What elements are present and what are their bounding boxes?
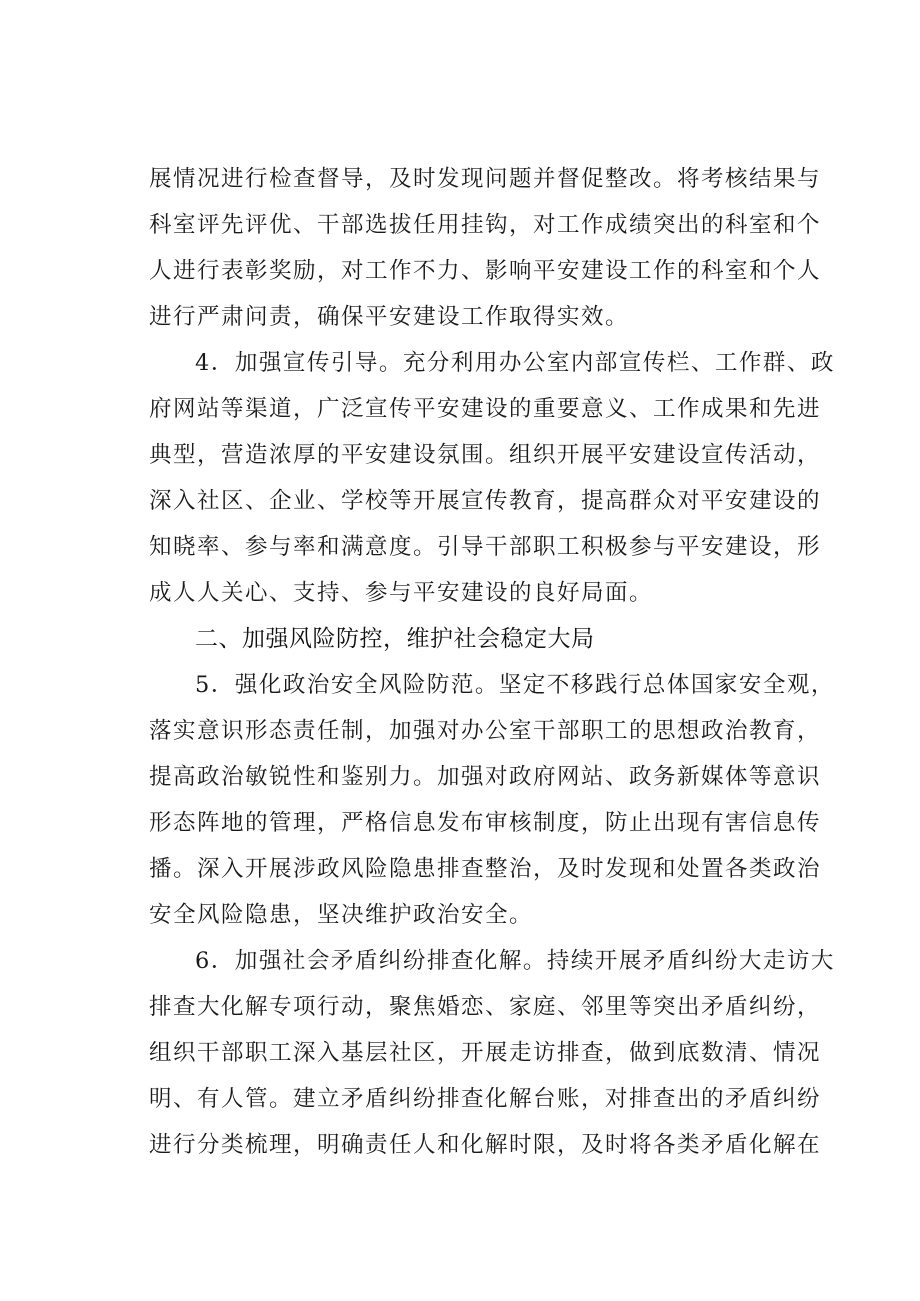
text-line: 组织干部职工深入基层社区，开展走访排查，做到底数清、情况 — [149, 1040, 822, 1066]
section-heading: 二、加强风险防控，维护社会稳定大局 — [195, 626, 595, 652]
document-body — [149, 156, 835, 1168]
text-line: 排查大化解专项行动，聚焦婚恋、家庭、邻里等突出矛盾纠纷， — [149, 994, 822, 1020]
text-line: 人进行表彰奖励，对工作不力、影响平安建设工作的科室和个人 — [149, 258, 822, 284]
paragraph-4-first-line: 4．加强宣传引导。充分利用办公室内部宣传栏、工作群、政 — [195, 350, 835, 376]
text-line: 明、有人管。建立矛盾纠纷排查化解台账，对排查出的矛盾纠纷 — [149, 1086, 822, 1112]
text-line: 深入社区、企业、学校等开展宣传教育，提高群众对平安建设的 — [149, 488, 822, 514]
text-line: 形态阵地的管理，严格信息发布审核制度，防止出现有害信息传 — [149, 810, 822, 836]
text-line: 成人人关心、支持、参与平安建设的良好局面。 — [149, 580, 654, 606]
text-line: 安全风险隐患，坚决维护政治安全。 — [149, 902, 534, 928]
text-line: 落实意识形态责任制，加强对办公室干部职工的思想政治教育， — [149, 718, 822, 744]
text-line: 府网站等渠道，广泛宣传平安建设的重要意义、工作成果和先进 — [149, 396, 822, 422]
text-line: 知晓率、参与率和满意度。引导干部职工积极参与平安建设，形 — [149, 534, 822, 560]
text-line: 进行分类梳理，明确责任人和化解时限，及时将各类矛盾化解在 — [149, 1132, 822, 1158]
text-line: 展情况进行检查督导，及时发现问题并督促整改。将考核结果与 — [149, 166, 822, 192]
text-line: 播。深入开展涉政风险隐患排查整治，及时发现和处置各类政治 — [149, 856, 822, 882]
paragraph-5-first-line: 5．强化政治安全风险防范。坚定不移践行总体国家安全观， — [195, 672, 835, 698]
text-line: 科室评先评优、干部选拔任用挂钩，对工作成绩突出的科室和个 — [149, 212, 822, 238]
text-line: 典型，营造浓厚的平安建设氛围。组织开展平安建设宣传活动， — [149, 442, 822, 468]
paragraph-6-first-line: 6．加强社会矛盾纠纷排查化解。持续开展矛盾纠纷大走访大 — [195, 948, 835, 974]
text-line: 提高政治敏锐性和鉴别力。加强对政府网站、政务新媒体等意识 — [149, 764, 822, 790]
text-line: 进行严肃问责，确保平安建设工作取得实效。 — [149, 304, 630, 330]
